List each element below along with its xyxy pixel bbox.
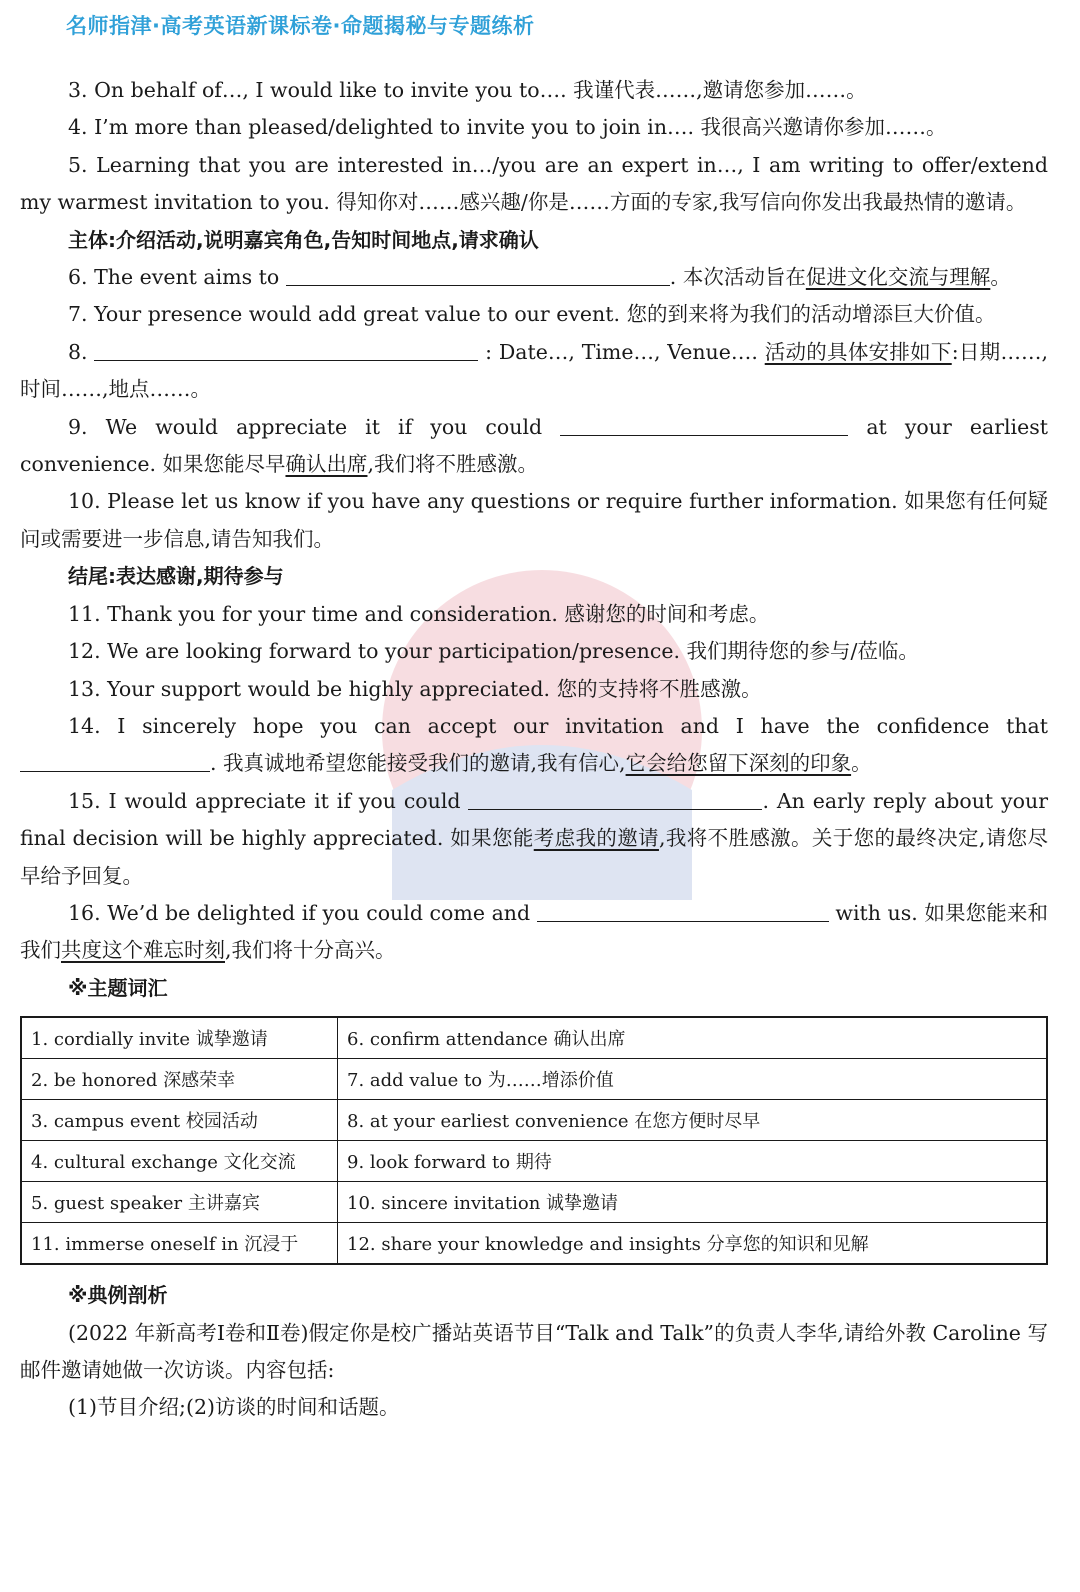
table-row [21, 1059, 1047, 1100]
vocab-cell: 5. guest speaker 主讲嘉宾 [21, 1182, 338, 1223]
section-heading-end: 结尾:表达感谢,期待参与 [68, 564, 284, 589]
fill-blank-16[interactable] [537, 899, 829, 922]
example-text: (2022 年新高考Ⅰ卷和Ⅱ卷)假定你是校广播站英语节目“Talk and Talk”的负责人李华,请给外教 Caroline 写邮件邀请她做一次访谈。内容包括: [20, 1320, 1048, 1382]
vocab-cell: 9. look forward to 期待 [338, 1141, 1048, 1182]
vocab-cell: 1. cordially invite 诚挚邀请 [21, 1017, 338, 1059]
sentence-8: 8. : Date…, Time…, Venue…. 活动的具体安排如下:日期……,时间……,地点……。 [20, 339, 1048, 402]
fill-blank-9[interactable] [560, 413, 848, 436]
table-row [21, 1182, 1047, 1223]
vocab-cell: 10. sincere invitation 诚挚邀请 [338, 1182, 1048, 1223]
sentence-14: 14. I sincerely hope you can accept our invitation and I have the confidence that . 我真诚地希望您能接受我们的邀请,我有信心,它会给您留下深刻的印象。 [20, 708, 1048, 783]
sentence-16: 16. We’d be delighted if you could come and with us. 如果您能来和我们共度这个难忘时刻,我们将十分高兴。 [20, 900, 1048, 963]
vocab-cell: 7. add value to 为……增添价值 [338, 1059, 1048, 1100]
example-items: (1)节目介绍;(2)访谈的时间和话题。 [68, 1395, 400, 1420]
sentence-13: 13. Your support would be highly appreciated. 您的支持将不胜感激。 [68, 676, 762, 701]
sentence-7: 7. Your presence would add great value to our event. 您的到来将为我们的活动增添巨大价值。 [68, 302, 996, 327]
sentence-9: 9. We would appreciate it if you could at your earliest convenience. 如果您能尽早确认出席,我们将不胜感激。 [20, 414, 1048, 477]
vocab-cell: 12. share your knowledge and insights 分享您的知识和见解 [338, 1223, 1048, 1265]
vocab-cell: 3. campus event 校园活动 [21, 1100, 338, 1141]
fill-blank-8[interactable] [94, 338, 478, 361]
sentence-10: 10. Please let us know if you have any questions or require further information. 如果您有任何疑问或需要进一步信息,请告知我们。 [20, 489, 1048, 551]
table-row [21, 1223, 1047, 1265]
vocab-cell: 6. confirm attendance 确认出席 [338, 1017, 1048, 1059]
vocab-cell: 8. at your earliest convenience 在您方便时尽早 [338, 1100, 1048, 1141]
fill-blank-14[interactable] [20, 749, 210, 772]
table-row [21, 1017, 1047, 1059]
fill-blank-15[interactable] [468, 787, 762, 810]
vocab-cell: 4. cultural exchange 文化交流 [21, 1141, 338, 1182]
sentence-11: 11. Thank you for your time and consideration. 感谢您的时间和考虑。 [68, 601, 770, 626]
vocab-cell: 2. be honored 深感荣幸 [21, 1059, 338, 1100]
sentence-5: 5. Learning that you are interested in…/you are an expert in…, I am writing to offer/extend my warmest invitation to you. 得知你对……感兴趣/你是……方面的专家,我写信向你发出我最热情的邀请。 [20, 152, 1048, 215]
sentence-6: 6. The event aims to . 本次活动旨在促进文化交流与理解。 [68, 265, 1011, 290]
sentence-12: 12. We are looking forward to your participation/presence. 我们期待您的参与/莅临。 [68, 639, 919, 664]
vocab-table [20, 1016, 1048, 1265]
fill-blank-6[interactable] [286, 263, 670, 286]
table-row [21, 1141, 1047, 1182]
sentence-15: 15. I would appreciate it if you could . An early reply about your final decision will be highly appreciated. 如果您能考虑我的邀请,我将不胜感激。关于您的最终决定,请您尽早给予回复。 [20, 788, 1048, 888]
section-heading-body: 主体:介绍活动,说明嘉宾角色,告知时间地点,请求确认 [68, 227, 539, 252]
table-row [21, 1100, 1047, 1141]
sentence-4: 4. I’m more than pleased/delighted to invite you to join in…. 我很高兴邀请你参加……。 [68, 115, 947, 140]
running-header: 名师指津·高考英语新课标卷·命题揭秘与专题练析 [66, 14, 535, 38]
sentence-3: 3. On behalf of…, I would like to invite you to…. 我谨代表……,邀请您参加……。 [68, 78, 867, 102]
vocab-cell: 11. immerse oneself in 沉浸于 [21, 1223, 338, 1265]
example-title: ※典例剖析 [68, 1283, 168, 1308]
main-content [20, 72, 1048, 1427]
vocab-title: ※主题词汇 [68, 975, 168, 1000]
